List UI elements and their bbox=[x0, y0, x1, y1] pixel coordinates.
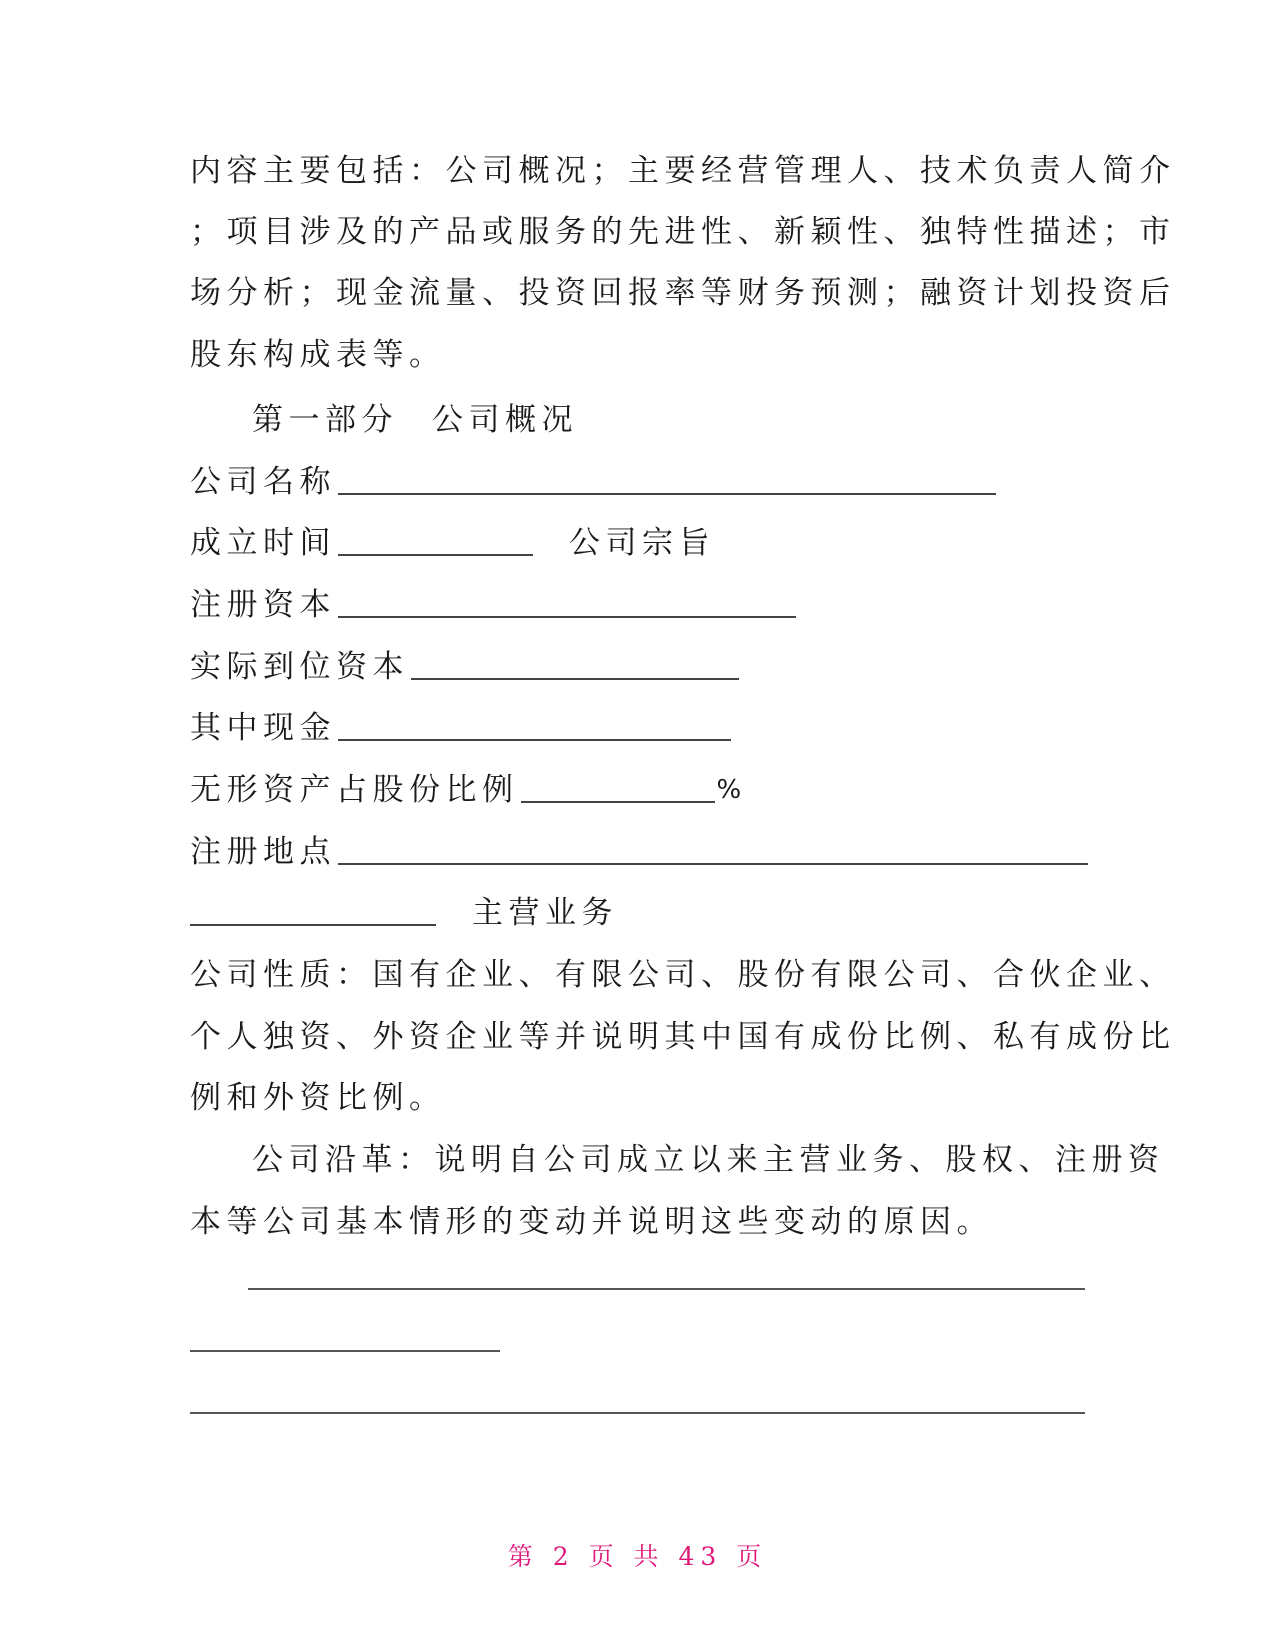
paid-in-capital-field[interactable] bbox=[411, 654, 739, 680]
intangible-ratio-label: 无形资产占股份比例 bbox=[190, 772, 519, 808]
section-title: 公司概况 bbox=[432, 402, 578, 438]
blank-line-2[interactable] bbox=[190, 1350, 500, 1352]
section-part: 第一部分 bbox=[252, 402, 398, 438]
percent-sign: % bbox=[716, 775, 742, 805]
founded-field[interactable] bbox=[338, 530, 533, 556]
address-label: 注册地点 bbox=[190, 834, 336, 870]
page-number-footer: 第 2 页 共 43 页 bbox=[507, 1542, 768, 1571]
registered-capital-field[interactable] bbox=[338, 592, 796, 618]
intro-line-4: 股东构成表等。 bbox=[190, 337, 446, 373]
nature-line-3: 例和外资比例。 bbox=[190, 1080, 446, 1116]
intro-line-3: 场分析；现金流量、投资回报率等财务预测；融资计划投资后 bbox=[190, 275, 1176, 311]
address-row bbox=[190, 827, 1090, 877]
cash-field[interactable] bbox=[338, 715, 731, 741]
registered-capital-row bbox=[190, 580, 1090, 630]
registered-capital-label: 注册资本 bbox=[190, 587, 336, 623]
cash-label: 其中现金 bbox=[190, 710, 336, 746]
intro-line-1: 内容主要包括：公司概况；主要经营管理人、技术负责人简介 bbox=[190, 153, 1176, 189]
intro-line-2: ；项目涉及的产品或服务的先进性、新颖性、独特性描述；市 bbox=[190, 214, 1176, 250]
company-name-row bbox=[190, 457, 1090, 507]
intangible-ratio-row bbox=[190, 765, 1090, 815]
paid-in-capital-label: 实际到位资本 bbox=[190, 649, 409, 685]
blank-line-1[interactable] bbox=[248, 1288, 1085, 1290]
main-business-label: 主营业务 bbox=[472, 895, 618, 931]
blank-line-3[interactable] bbox=[190, 1412, 1085, 1414]
founded-row bbox=[190, 518, 1090, 568]
founded-label: 成立时间 bbox=[190, 525, 336, 561]
address-field-continued[interactable] bbox=[190, 900, 436, 926]
company-name-label: 公司名称 bbox=[190, 464, 336, 500]
section-heading bbox=[252, 395, 1152, 445]
cash-row bbox=[190, 703, 1090, 753]
nature-line-2: 个人独资、外资企业等并说明其中国有成份比例、私有成份比 bbox=[190, 1019, 1176, 1055]
history-line-1: 公司沿革：说明自公司成立以来主营业务、股权、注册资 bbox=[252, 1142, 1165, 1178]
main-business-row bbox=[190, 888, 1090, 938]
history-line-2: 本等公司基本情形的变动并说明这些变动的原因。 bbox=[190, 1204, 993, 1240]
purpose-label: 公司宗旨 bbox=[569, 525, 715, 561]
nature-line-1: 公司性质：国有企业、有限公司、股份有限公司、合伙企业、 bbox=[190, 957, 1176, 993]
intangible-ratio-field[interactable] bbox=[521, 777, 715, 803]
address-field[interactable] bbox=[338, 839, 1088, 865]
company-name-field[interactable] bbox=[338, 469, 996, 495]
paid-in-capital-row bbox=[190, 642, 1090, 692]
